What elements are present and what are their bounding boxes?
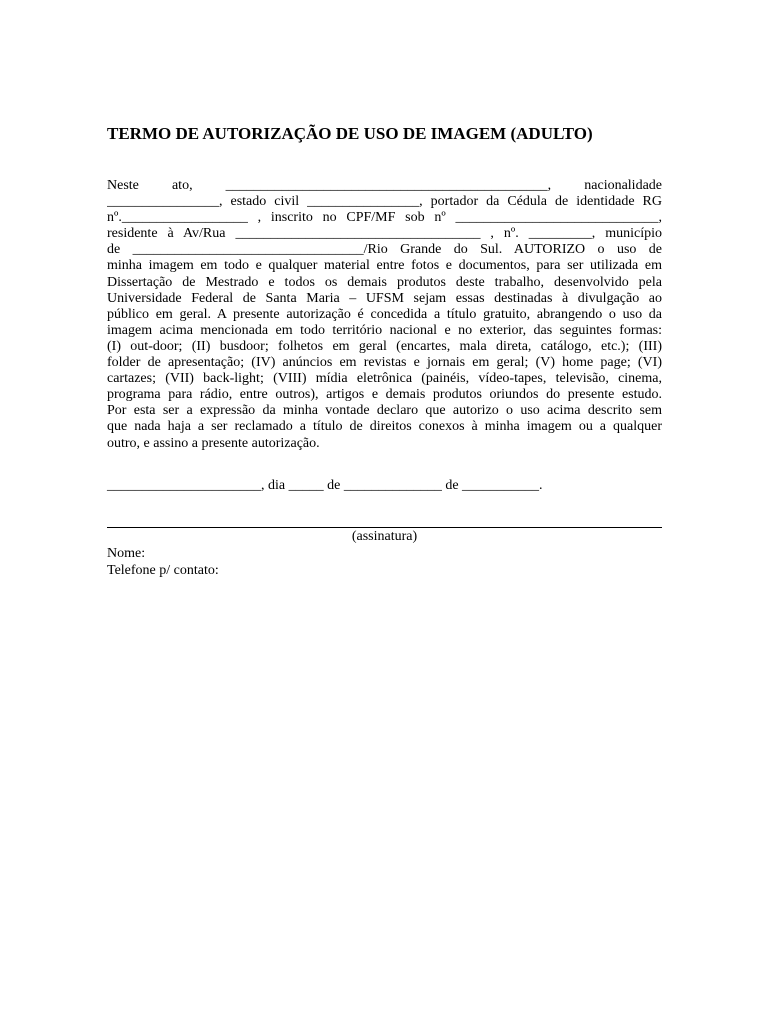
date-place-line: ______________________, dia _____ de ______________ de ___________. (107, 478, 543, 493)
signature-caption: (assinatura) (351, 529, 418, 544)
phone-label: Telefone p/ contato: (107, 563, 219, 578)
paragraph-line: cartazes; (VII) back-light; (VIII) mídia eletrônica (painéis, vídeo-tapes, televisão, cinema, (107, 371, 662, 387)
paragraph-line: de _________________________________/Rio Grande do Sul. AUTORIZO o uso de (107, 242, 662, 258)
paragraph-line: programa para rádio, entre outros), artigos e demais produtos oriundos do presente estudo. (107, 387, 662, 403)
paragraph-line: outro, e assino a presente autorização. (107, 435, 320, 451)
paragraph-line: residente à Av/Rua ___________________________________ , nº. _________, município (107, 226, 662, 242)
paragraph-line: Universidade Federal de Santa Maria – UFSM sejam essas destinadas à divulgação ao (107, 290, 662, 306)
paragraph-line: minha imagem em todo e qualquer material entre fotos e documentos, para ser utilizada em (107, 258, 662, 274)
paragraph-line: nº.__________________ , inscrito no CPF/MF sob nº _____________________________, (107, 210, 662, 226)
paragraph-line: Dissertação de Mestrado e todos os demais produtos deste trabalho, desenvolvido pela (107, 274, 662, 290)
signature-line (107, 527, 662, 528)
name-label: Nome: (107, 546, 146, 561)
paragraph-line: ________________, estado civil ________________, portador da Cédula de identidade RG (107, 194, 662, 210)
paragraph-line: Por esta ser a expressão da minha vontade declaro que autorizo o uso acima descrito sem (107, 403, 662, 419)
paragraph-line: Neste ato, ______________________________________________, nacionalidade (107, 178, 662, 193)
paragraph-line: que nada haja a ser reclamado a título de direitos conexos à minha imagem ou a qualquer (107, 419, 662, 435)
document-title: TERMO DE AUTORIZAÇÃO DE USO DE IMAGEM (ADULTO) (107, 124, 593, 143)
paragraph-line: folder de apresentação; (IV) anúncios em revistas e jornais em geral; (V) home page; (VI) (107, 355, 662, 371)
authorization-paragraph (107, 178, 662, 452)
paragraph-line: (I) out-door; (II) busdoor; folhetos em geral (encartes, mala direta, catálogo, etc.); (III) (107, 338, 662, 354)
paragraph-line: público em geral. A presente autorização é concedida a título gratuito, abrangendo o uso da (107, 306, 662, 322)
paragraph-line: imagem acima mencionada em todo território nacional e no exterior, das seguintes formas: (107, 322, 662, 338)
